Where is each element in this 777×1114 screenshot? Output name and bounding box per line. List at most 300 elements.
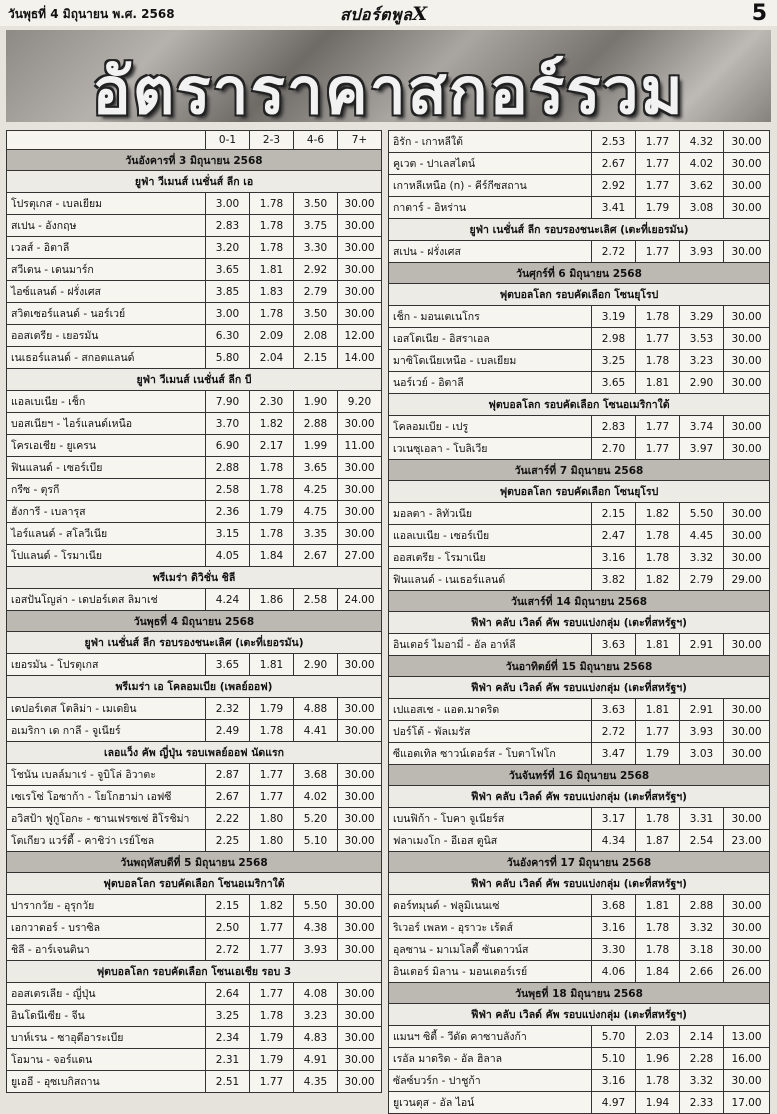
odds-2-3: 1.77 <box>250 1071 294 1093</box>
league-header-row <box>389 612 770 634</box>
odds-2-3: 1.81 <box>250 259 294 281</box>
table-row <box>389 328 770 350</box>
odds-2-3: 1.78 <box>636 917 680 939</box>
league-header-row <box>389 284 770 306</box>
match-teams: คูเวต - ปาเลสไตน์ <box>389 153 592 175</box>
match-teams: โปรตุเกส - เบลเยียม <box>7 193 206 215</box>
match-teams: เนเธอร์แลนด์ - สกอตแลนด์ <box>7 347 206 369</box>
odds-2-3: 2.04 <box>250 347 294 369</box>
odds-0-1: 3.00 <box>206 303 250 325</box>
odds-2-3: 1.78 <box>250 720 294 742</box>
odds-2-3: 1.81 <box>636 895 680 917</box>
odds-0-1: 3.16 <box>592 917 636 939</box>
match-teams: ฟินแลนด์ - เนเธอร์แลนด์ <box>389 569 592 591</box>
table-row <box>7 303 382 325</box>
match-teams: สเปน - ฝรั่งเศส <box>389 241 592 263</box>
odds-7-plus: 30.00 <box>338 764 382 786</box>
odds-2-3: 1.77 <box>250 939 294 961</box>
odds-2-3: 1.78 <box>250 479 294 501</box>
odds-2-3: 1.86 <box>250 589 294 611</box>
odds-4-6: 3.93 <box>294 939 338 961</box>
odds-0-1: 3.17 <box>592 808 636 830</box>
odds-0-1: 7.90 <box>206 391 250 413</box>
odds-4-6: 2.28 <box>680 1048 724 1070</box>
odds-7-plus: 30.00 <box>338 786 382 808</box>
table-row <box>7 281 382 303</box>
odds-0-1: 2.50 <box>206 917 250 939</box>
odds-2-3: 1.81 <box>250 654 294 676</box>
odds-7-plus: 26.00 <box>724 961 770 983</box>
table-row <box>7 545 382 567</box>
match-date: วันอาทิตย์ที่ 15 มิถุนายน 2568 <box>389 656 770 677</box>
odds-0-1: 2.22 <box>206 808 250 830</box>
header-2-3: 2-3 <box>250 131 294 150</box>
odds-7-plus: 30.00 <box>724 175 770 197</box>
match-teams: แอลเบเนีย - เช็ก <box>7 391 206 413</box>
league-header-row <box>7 567 382 589</box>
odds-2-3: 1.79 <box>250 1027 294 1049</box>
table-row <box>389 634 770 656</box>
match-teams: โครเอเชีย - ยูเครน <box>7 435 206 457</box>
odds-2-3: 1.77 <box>636 328 680 350</box>
odds-4-6: 2.67 <box>294 545 338 567</box>
odds-7-plus: 27.00 <box>338 545 382 567</box>
odds-4-6: 3.32 <box>680 917 724 939</box>
odds-7-plus: 30.00 <box>338 413 382 435</box>
odds-7-plus: 30.00 <box>724 153 770 175</box>
odds-7-plus: 30.00 <box>338 830 382 852</box>
table-row <box>7 479 382 501</box>
table-row <box>389 1092 770 1114</box>
odds-4-6: 4.41 <box>294 720 338 742</box>
match-teams: ปารากวัย - อุรุกวัย <box>7 895 206 917</box>
odds-0-1: 2.47 <box>592 525 636 547</box>
match-teams: เกาหลีเหนือ (n) - คีร์กีซสถาน <box>389 175 592 197</box>
odds-0-1: 2.49 <box>206 720 250 742</box>
match-teams: กาตาร์ - อิหร่าน <box>389 197 592 219</box>
match-teams: เบนฟิก้า - โบคา จูเนียร์ส <box>389 808 592 830</box>
table-row <box>389 131 770 153</box>
title-banner <box>6 30 771 129</box>
match-teams: โอมาน - จอร์แดน <box>7 1049 206 1071</box>
table-row <box>7 435 382 457</box>
odds-7-plus: 29.00 <box>724 569 770 591</box>
odds-0-1: 2.72 <box>206 939 250 961</box>
league-name: ยูฟ่า วีเมนส์ เนชั่นส์ ลีก บี <box>7 369 382 391</box>
table-row <box>389 830 770 852</box>
table-row <box>389 503 770 525</box>
odds-4-6: 4.75 <box>294 501 338 523</box>
odds-4-6: 2.88 <box>680 895 724 917</box>
odds-7-plus: 30.00 <box>724 503 770 525</box>
league-name: เลอแว็ง คัพ ญี่ปุ่น รอบเพลย์ออฟ นัดแรก <box>7 742 382 764</box>
right-column <box>388 130 769 1114</box>
league-name: ฟุตบอลโลก รอบคัดเลือก โซนเอเชีย รอบ 3 <box>7 961 382 983</box>
league-name: ฟุตบอลโลก รอบคัดเลือก โซนอเมริกาใต้ <box>7 873 382 895</box>
header-7-plus: 7+ <box>338 131 382 150</box>
odds-2-3: 1.87 <box>636 830 680 852</box>
odds-7-plus: 30.00 <box>338 215 382 237</box>
date-header-row <box>7 611 382 632</box>
league-header-row <box>7 961 382 983</box>
odds-7-plus: 30.00 <box>724 634 770 656</box>
odds-4-6: 3.50 <box>294 193 338 215</box>
odds-0-1: 2.67 <box>206 786 250 808</box>
odds-4-6: 2.08 <box>294 325 338 347</box>
odds-7-plus: 30.00 <box>724 306 770 328</box>
odds-2-3: 1.79 <box>636 197 680 219</box>
match-teams: ไอซ์แลนด์ - ฝรั่งเศส <box>7 281 206 303</box>
odds-0-1: 3.47 <box>592 743 636 765</box>
league-name: ฟีฟ่า คลับ เวิลด์ คัพ รอบแบ่งกลุ่ม (เตะที่สหรัฐฯ) <box>389 1004 770 1026</box>
league-header-row <box>389 873 770 895</box>
league-header-row <box>7 873 382 895</box>
table-row <box>7 523 382 545</box>
odds-0-1: 3.65 <box>206 654 250 676</box>
odds-7-plus: 30.00 <box>724 721 770 743</box>
league-header-row <box>389 677 770 699</box>
match-teams: แอลเบเนีย - เซอร์เบีย <box>389 525 592 547</box>
table-row <box>7 413 382 435</box>
header-4-6: 4-6 <box>294 131 338 150</box>
date-header-row <box>7 852 382 873</box>
odds-0-1: 2.15 <box>206 895 250 917</box>
odds-4-6: 3.97 <box>680 438 724 460</box>
date-header-row <box>389 263 770 284</box>
match-teams: ออสเตรีย - เยอรมัน <box>7 325 206 347</box>
odds-2-3: 1.78 <box>250 457 294 479</box>
table-row <box>7 1027 382 1049</box>
league-header-row <box>389 219 770 241</box>
odds-4-6: 1.90 <box>294 391 338 413</box>
odds-2-3: 2.03 <box>636 1026 680 1048</box>
odds-0-1: 3.00 <box>206 193 250 215</box>
odds-2-3: 1.81 <box>636 372 680 394</box>
odds-4-6: 4.32 <box>680 131 724 153</box>
date-header-row <box>389 983 770 1004</box>
odds-0-1: 2.83 <box>206 215 250 237</box>
match-teams: เรอัล มาดริด - อัล ฮิลาล <box>389 1048 592 1070</box>
odds-4-6: 3.35 <box>294 523 338 545</box>
odds-7-plus: 30.00 <box>338 237 382 259</box>
league-name: พรีเมร่า เอ โคลอมเบีย (เพลย์ออฟ) <box>7 676 382 698</box>
match-date: วันเสาร์ที่ 7 มิถุนายน 2568 <box>389 460 770 481</box>
odds-4-6: 2.66 <box>680 961 724 983</box>
match-teams: บอสเนียฯ - ไอร์แลนด์เหนือ <box>7 413 206 435</box>
match-teams: เช็ก - มอนเตเนโกร <box>389 306 592 328</box>
table-row <box>389 743 770 765</box>
odds-7-plus: 30.00 <box>338 303 382 325</box>
odds-2-3: 1.78 <box>636 306 680 328</box>
odds-0-1: 3.82 <box>592 569 636 591</box>
odds-7-plus: 30.00 <box>338 654 382 676</box>
match-teams: มาซิโดเนียเหนือ - เบลเยียม <box>389 350 592 372</box>
table-row <box>389 438 770 460</box>
table-row <box>389 1070 770 1092</box>
odds-2-3: 1.78 <box>636 808 680 830</box>
odds-4-6: 2.79 <box>294 281 338 303</box>
odds-7-plus: 30.00 <box>338 501 382 523</box>
table-row <box>7 501 382 523</box>
odds-4-6: 5.50 <box>294 895 338 917</box>
match-teams: อินเตอร์ มิลาน - มอนเตอร์เรย์ <box>389 961 592 983</box>
table-row <box>389 153 770 175</box>
date-header-row <box>389 460 770 481</box>
odds-2-3: 1.78 <box>250 1005 294 1027</box>
league-header-row <box>389 786 770 808</box>
odds-0-1: 2.98 <box>592 328 636 350</box>
match-teams: เดปอร์เตส โตลิม่า - เมเดยิน <box>7 698 206 720</box>
odds-0-1: 4.24 <box>206 589 250 611</box>
league-header-row <box>7 676 382 698</box>
table-row <box>7 917 382 939</box>
league-name: ยูฟ่า เนชั่นส์ ลีก รอบรองชนะเลิศ (เตะที่เยอรมัน) <box>389 219 770 241</box>
odds-7-plus: 16.00 <box>724 1048 770 1070</box>
table-row <box>7 1071 382 1093</box>
odds-4-6: 2.14 <box>680 1026 724 1048</box>
odds-2-3: 1.79 <box>250 501 294 523</box>
match-teams: เยอรมัน - โปรตุเกส <box>7 654 206 676</box>
league-name: ฟุตบอลโลก รอบคัดเลือก โซนอเมริกาใต้ <box>389 394 770 416</box>
league-name: ฟีฟ่า คลับ เวิลด์ คัพ รอบแบ่งกลุ่ม (เตะที่สหรัฐฯ) <box>389 612 770 634</box>
odds-7-plus: 11.00 <box>338 435 382 457</box>
odds-7-plus: 30.00 <box>724 416 770 438</box>
left-column <box>6 130 381 1093</box>
odds-0-1: 2.72 <box>592 241 636 263</box>
odds-0-1: 2.88 <box>206 457 250 479</box>
odds-4-6: 5.10 <box>294 830 338 852</box>
match-teams: เอสโตเนีย - อิสราเอล <box>389 328 592 350</box>
odds-2-3: 2.09 <box>250 325 294 347</box>
match-date: วันศุกร์ที่ 6 มิถุนายน 2568 <box>389 263 770 284</box>
table-row <box>7 457 382 479</box>
odds-0-1: 2.31 <box>206 1049 250 1071</box>
match-teams: อเมริกา เด กาลี - จูเนียร์ <box>7 720 206 742</box>
odds-7-plus: 30.00 <box>338 698 382 720</box>
match-date: วันพุธที่ 4 มิถุนายน 2568 <box>7 611 382 632</box>
table-row <box>389 306 770 328</box>
odds-4-6: 3.50 <box>294 303 338 325</box>
match-teams: สวิตเซอร์แลนด์ - นอร์เวย์ <box>7 303 206 325</box>
table-row <box>7 654 382 676</box>
table-row <box>7 1049 382 1071</box>
odds-7-plus: 30.00 <box>338 281 382 303</box>
odds-4-6: 3.08 <box>680 197 724 219</box>
table-row <box>7 939 382 961</box>
match-date: วันจันทร์ที่ 16 มิถุนายน 2568 <box>389 765 770 786</box>
odds-7-plus: 30.00 <box>338 1049 382 1071</box>
odds-2-3: 1.77 <box>636 131 680 153</box>
table-row <box>7 325 382 347</box>
odds-0-1: 3.19 <box>592 306 636 328</box>
match-date: วันอังคารที่ 17 มิถุนายน 2568 <box>389 852 770 873</box>
odds-4-6: 2.92 <box>294 259 338 281</box>
league-header-row <box>389 1004 770 1026</box>
odds-0-1: 5.70 <box>592 1026 636 1048</box>
odds-0-1: 3.15 <box>206 523 250 545</box>
table-row <box>389 569 770 591</box>
odds-0-1: 3.25 <box>592 350 636 372</box>
odds-4-6: 2.91 <box>680 634 724 656</box>
table-row <box>389 372 770 394</box>
odds-7-plus: 30.00 <box>724 525 770 547</box>
table-row <box>7 1005 382 1027</box>
odds-7-plus: 30.00 <box>338 895 382 917</box>
match-teams: แมนฯ ซิตี้ - วีดัด คาซาบลังก้า <box>389 1026 592 1048</box>
odds-4-6: 3.62 <box>680 175 724 197</box>
odds-2-3: 1.77 <box>250 917 294 939</box>
match-teams: ฮังการี - เบลารุส <box>7 501 206 523</box>
odds-7-plus: 30.00 <box>338 1027 382 1049</box>
odds-2-3: 1.78 <box>636 350 680 372</box>
odds-0-1: 2.87 <box>206 764 250 786</box>
odds-0-1: 3.68 <box>592 895 636 917</box>
odds-0-1: 3.41 <box>592 197 636 219</box>
header-0-1: 0-1 <box>206 131 250 150</box>
odds-table-right <box>388 130 770 1114</box>
table-row <box>7 786 382 808</box>
match-teams: ซัลซ์บวร์ก - ปาชูก้า <box>389 1070 592 1092</box>
odds-2-3: 1.94 <box>636 1092 680 1114</box>
odds-0-1: 2.34 <box>206 1027 250 1049</box>
odds-7-plus: 30.00 <box>724 808 770 830</box>
odds-7-plus: 24.00 <box>338 589 382 611</box>
odds-7-plus: 30.00 <box>338 939 382 961</box>
date-header-row <box>389 765 770 786</box>
table-header-row <box>7 131 382 150</box>
odds-0-1: 4.05 <box>206 545 250 567</box>
odds-7-plus: 17.00 <box>724 1092 770 1114</box>
odds-0-1: 2.58 <box>206 479 250 501</box>
match-teams: โปแลนด์ - โรมาเนีย <box>7 545 206 567</box>
table-row <box>7 895 382 917</box>
odds-2-3: 1.96 <box>636 1048 680 1070</box>
header-blank <box>7 131 206 150</box>
match-date: วันอังคารที่ 3 มิถุนายน 2568 <box>7 150 382 171</box>
odds-7-plus: 23.00 <box>724 830 770 852</box>
odds-7-plus: 30.00 <box>724 699 770 721</box>
table-row <box>389 699 770 721</box>
odds-2-3: 1.78 <box>636 525 680 547</box>
odds-0-1: 2.72 <box>592 721 636 743</box>
odds-7-plus: 30.00 <box>724 328 770 350</box>
odds-7-plus: 30.00 <box>338 1071 382 1093</box>
odds-2-3: 1.79 <box>636 743 680 765</box>
odds-4-6: 2.90 <box>294 654 338 676</box>
odds-7-plus: 30.00 <box>338 1005 382 1027</box>
odds-4-6: 2.54 <box>680 830 724 852</box>
odds-4-6: 4.02 <box>294 786 338 808</box>
odds-2-3: 1.78 <box>250 215 294 237</box>
odds-2-3: 1.82 <box>636 503 680 525</box>
odds-0-1: 6.90 <box>206 435 250 457</box>
odds-4-6: 4.38 <box>294 917 338 939</box>
date-header-row <box>389 852 770 873</box>
odds-4-6: 5.20 <box>294 808 338 830</box>
match-teams: กรีซ - ตุรกี <box>7 479 206 501</box>
match-teams: ชิลี - อาร์เจนตินา <box>7 939 206 961</box>
league-header-row <box>7 171 382 193</box>
table-row <box>7 764 382 786</box>
odds-7-plus: 30.00 <box>338 479 382 501</box>
odds-4-6: 1.99 <box>294 435 338 457</box>
table-row <box>7 237 382 259</box>
table-row <box>389 721 770 743</box>
issue-date: วันพุธที่ 4 มิถุนายน พ.ศ. 2568 <box>8 7 175 21</box>
odds-7-plus: 14.00 <box>338 347 382 369</box>
odds-4-6: 2.33 <box>680 1092 724 1114</box>
match-teams: อุลซาน - มาเมโลดี้ ซันดาวน์ส <box>389 939 592 961</box>
odds-0-1: 2.53 <box>592 131 636 153</box>
odds-2-3: 2.17 <box>250 435 294 457</box>
odds-4-6: 4.35 <box>294 1071 338 1093</box>
odds-0-1: 2.15 <box>592 503 636 525</box>
odds-4-6: 3.68 <box>294 764 338 786</box>
match-teams: เอสปันโญล่า - เดปอร์เตส ลิมาเช่ <box>7 589 206 611</box>
odds-4-6: 2.90 <box>680 372 724 394</box>
publication-logo <box>340 3 428 28</box>
match-teams: สวีเดน - เดนมาร์ก <box>7 259 206 281</box>
odds-7-plus: 30.00 <box>724 372 770 394</box>
odds-0-1: 4.06 <box>592 961 636 983</box>
odds-0-1: 2.36 <box>206 501 250 523</box>
odds-4-6: 3.32 <box>680 1070 724 1092</box>
date-header-row <box>389 656 770 677</box>
match-teams: ยูเวนตุส - อัล ไอน์ <box>389 1092 592 1114</box>
odds-7-plus: 30.00 <box>338 193 382 215</box>
odds-0-1: 3.25 <box>206 1005 250 1027</box>
odds-4-6: 2.88 <box>294 413 338 435</box>
page-number: 5 <box>751 1 767 26</box>
odds-4-6: 3.29 <box>680 306 724 328</box>
odds-4-6: 3.30 <box>294 237 338 259</box>
odds-0-1: 3.65 <box>592 372 636 394</box>
table-row <box>389 525 770 547</box>
odds-4-6: 2.79 <box>680 569 724 591</box>
odds-7-plus: 30.00 <box>338 917 382 939</box>
odds-4-6: 3.32 <box>680 547 724 569</box>
odds-0-1: 4.97 <box>592 1092 636 1114</box>
table-row <box>389 961 770 983</box>
date-header-row <box>389 591 770 612</box>
odds-0-1: 6.30 <box>206 325 250 347</box>
odds-4-6: 2.91 <box>680 699 724 721</box>
odds-7-plus: 30.00 <box>338 983 382 1005</box>
odds-table-left <box>6 130 382 1093</box>
odds-7-plus: 30.00 <box>724 547 770 569</box>
match-teams: โตเกียว แวร์ดี้ - คาชิว่า เรย์โซล <box>7 830 206 852</box>
odds-2-3: 1.78 <box>250 193 294 215</box>
table-row <box>7 391 382 413</box>
match-teams: บาห์เรน - ซาอุดีอาระเบีย <box>7 1027 206 1049</box>
odds-7-plus: 30.00 <box>724 743 770 765</box>
odds-4-6: 3.53 <box>680 328 724 350</box>
table-row <box>7 215 382 237</box>
match-teams: ยูเออี - อุซเบกิสถาน <box>7 1071 206 1093</box>
league-name: ยูฟ่า วีเมนส์ เนชั่นส์ ลีก เอ <box>7 171 382 193</box>
table-row <box>7 983 382 1005</box>
odds-0-1: 3.20 <box>206 237 250 259</box>
match-teams: ปอร์โต้ - พัลเมรัส <box>389 721 592 743</box>
odds-7-plus: 30.00 <box>724 131 770 153</box>
match-teams: ออสเตรเลีย - ญี่ปุ่น <box>7 983 206 1005</box>
league-name: พรีเมร่า ดิวิชั่น ชิลี <box>7 567 382 589</box>
table-row <box>7 193 382 215</box>
odds-0-1: 3.65 <box>206 259 250 281</box>
odds-0-1: 2.83 <box>592 416 636 438</box>
odds-7-plus: 30.00 <box>338 808 382 830</box>
brand-x: X <box>412 3 428 25</box>
